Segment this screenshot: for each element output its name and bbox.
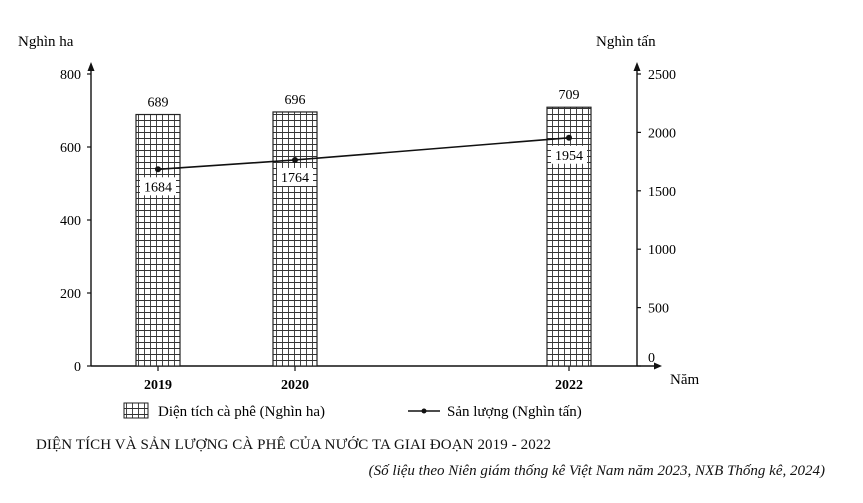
- right-tick-label: 1000: [648, 243, 676, 259]
- left-tick-label: 800: [60, 68, 81, 83]
- line-value-label: 1684: [144, 180, 172, 196]
- line-value-label: 1954: [555, 148, 583, 164]
- bar: [273, 112, 317, 366]
- bar-value-label: 696: [284, 92, 306, 108]
- x-axis-title: Năm: [670, 372, 700, 388]
- line-path: [158, 138, 569, 170]
- chart-title: DIỆN TÍCH VÀ SẢN LƯỢNG CÀ PHÊ CỦA NƯỚC TA GIAI ĐOẠN 2019 - 2022: [36, 437, 552, 453]
- left-tick-label: 0: [74, 360, 81, 375]
- chart-source: (Số liệu theo Niên giám thống kê Việt Nam năm 2023, NXB Thống kê, 2024): [368, 463, 825, 479]
- legend-line-label: Sản lượng (Nghìn tấn): [447, 404, 582, 420]
- x-tick-label: 2022: [555, 378, 583, 393]
- left-tick-label: 400: [60, 214, 81, 229]
- right-axis-title: Nghìn tấn: [596, 34, 656, 50]
- right-axis-arrow: [634, 62, 641, 71]
- legend-bar-swatch: [124, 403, 148, 418]
- line-point: [292, 157, 298, 163]
- x-tick-label: 2019: [144, 378, 172, 393]
- right-tick-label: 2500: [648, 68, 676, 83]
- x-axis-arrow: [654, 363, 662, 370]
- left-axis-title: Nghìn ha: [18, 34, 74, 50]
- x-tick-label: 2020: [281, 378, 309, 393]
- left-tick-label: 200: [60, 287, 81, 302]
- legend-bar-label: Diện tích cà phê (Nghìn ha): [158, 404, 326, 420]
- left-axis-arrow: [88, 62, 95, 71]
- right-tick-label: 2000: [648, 126, 676, 142]
- bar-series: [136, 107, 591, 366]
- legend: [124, 403, 582, 420]
- line-value-label: 1764: [281, 170, 309, 186]
- bar-value-label: 709: [558, 88, 580, 104]
- bar-value-label: 689: [147, 95, 169, 111]
- line-point: [566, 135, 572, 141]
- line-series: [155, 135, 572, 173]
- right-tick-label: 1500: [648, 184, 676, 200]
- line-point: [155, 166, 161, 172]
- left-tick-label: 600: [60, 141, 81, 156]
- right-tick-label: 500: [648, 301, 669, 317]
- legend-line-marker: [422, 409, 427, 414]
- bar: [136, 115, 180, 366]
- right-tick-label: 0: [648, 351, 655, 366]
